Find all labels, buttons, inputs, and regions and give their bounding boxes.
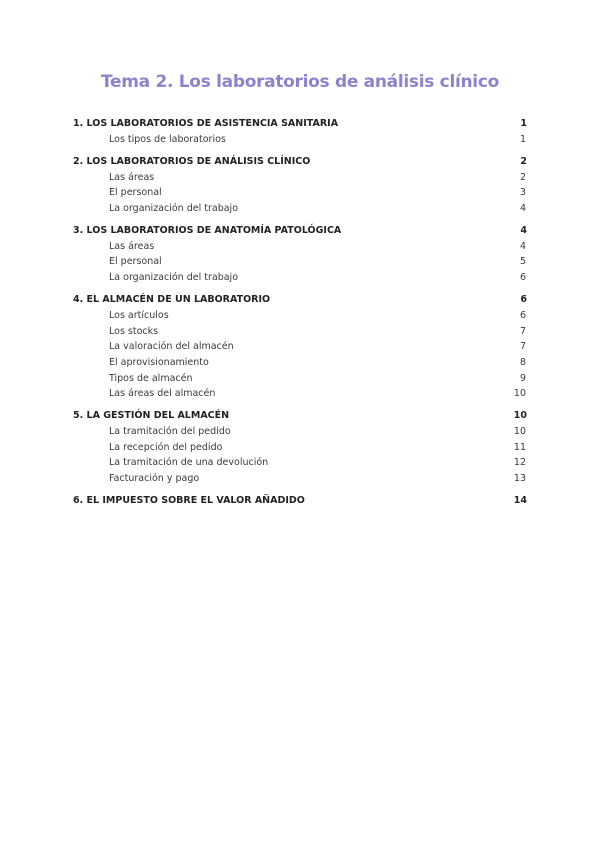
toc-section-page-number: 1 — [520, 118, 527, 129]
toc-entry-label: Los stocks — [109, 325, 159, 337]
toc-section-heading[interactable] — [73, 495, 527, 511]
toc-section-label: 5. LA GESTIÓN DEL ALMACÉN — [73, 409, 230, 421]
toc-section-page-number: 14 — [513, 494, 527, 506]
page-title: Tema 2. Los laboratorios de análisis clínico — [101, 72, 499, 92]
toc-entry-page-number: 12 — [513, 457, 526, 469]
toc-entry[interactable] — [73, 326, 527, 342]
toc-entry[interactable] — [73, 172, 527, 188]
toc-entry-page-number: 13 — [513, 473, 526, 484]
toc-entry-label: La tramitación del pedido — [109, 425, 231, 437]
toc-entry[interactable] — [73, 134, 527, 150]
toc-entry-label: La organización del trabajo — [109, 272, 239, 284]
toc-entry[interactable] — [73, 341, 527, 357]
toc-entry-label: Los artículos — [109, 309, 169, 321]
toc-entry-label: La organización del trabajo — [109, 203, 239, 215]
toc-section-heading[interactable] — [73, 156, 527, 172]
toc-section-6 — [73, 495, 527, 511]
toc-section-label: 4. EL ALMACÉN DE UN LABORATORIO — [73, 293, 271, 305]
toc-entry[interactable] — [73, 442, 527, 458]
toc-section-5 — [73, 410, 527, 489]
toc-entry[interactable] — [73, 373, 527, 389]
toc-entry-label: La recepción del pedido — [109, 441, 223, 453]
toc-entry-page-number: 10 — [513, 425, 526, 437]
toc-entry-label: Los tipos de laboratorios — [109, 134, 226, 145]
toc-section-page-number: 4 — [520, 224, 527, 236]
toc-entry-page-number: 4 — [519, 240, 526, 252]
toc-entry[interactable] — [73, 203, 527, 219]
toc-section-label: 2. LOS LABORATORIOS DE ANÁLISIS CLÍNICO — [73, 155, 311, 167]
toc-section-label: 6. EL IMPUESTO SOBRE EL VALOR AÑADIDO — [73, 494, 305, 506]
toc-section-page-number: 6 — [520, 293, 527, 305]
toc-section-page-number: 10 — [513, 409, 527, 421]
toc-entry-label: La tramitación de una devolución — [109, 457, 269, 469]
toc-entry[interactable] — [73, 388, 527, 404]
toc-entry-page-number: 3 — [519, 187, 526, 199]
toc-entry-page-number: 8 — [519, 356, 526, 368]
toc-entry-label: El personal — [109, 187, 162, 199]
toc-section-heading[interactable] — [73, 118, 527, 134]
toc-entry[interactable] — [73, 272, 527, 288]
toc-entry[interactable] — [73, 256, 527, 272]
toc-section-label: 3. LOS LABORATORIOS DE ANATOMÍA PATOLÓGICA — [73, 224, 342, 236]
toc-section-page-number: 2 — [520, 155, 527, 167]
toc-entry-page-number: 10 — [513, 388, 526, 400]
toc-entry[interactable] — [73, 473, 527, 489]
toc-section-3 — [73, 225, 527, 288]
toc-entry[interactable] — [73, 310, 527, 326]
toc-entry-page-number: 6 — [519, 272, 526, 284]
toc-entry-label: Las áreas — [109, 171, 155, 183]
toc-entry-label: El aprovisionamiento — [109, 356, 209, 368]
toc-entry-label: Tipos de almacén — [109, 372, 193, 384]
toc-entry-page-number: 1 — [519, 134, 526, 145]
toc-entry-page-number: 2 — [519, 171, 526, 183]
toc-entry-label: Las áreas del almacén — [109, 388, 216, 400]
toc-section-4 — [73, 294, 527, 404]
toc-entry[interactable] — [73, 357, 527, 373]
toc-entry-page-number: 5 — [519, 256, 526, 268]
toc-entry[interactable] — [73, 457, 527, 473]
toc-section-heading[interactable] — [73, 410, 527, 426]
toc-entry-label: La valoración del almacén — [109, 341, 234, 353]
toc-entry-page-number: 9 — [519, 372, 526, 384]
toc-entry[interactable] — [73, 426, 527, 442]
toc-section-2 — [73, 156, 527, 219]
toc-entry-page-number: 6 — [519, 309, 526, 321]
toc-section-heading[interactable] — [73, 225, 527, 241]
toc-section-heading[interactable] — [73, 294, 527, 310]
toc-entry-page-number: 11 — [513, 441, 526, 453]
toc-section-1 — [73, 118, 527, 150]
toc-entry-label: El personal — [109, 256, 162, 268]
toc-entry-label: Las áreas — [109, 240, 155, 252]
toc-entry[interactable] — [73, 187, 527, 203]
toc-section-label: 1. LOS LABORATORIOS DE ASISTENCIA SANITARIA — [73, 118, 339, 129]
toc-entry-page-number: 7 — [519, 325, 526, 337]
toc-entry-label: Facturación y pago — [109, 473, 200, 484]
toc-entry-page-number: 7 — [519, 341, 526, 353]
toc-entry[interactable] — [73, 241, 527, 257]
table-of-contents — [73, 118, 527, 517]
toc-entry-page-number: 4 — [519, 203, 526, 215]
